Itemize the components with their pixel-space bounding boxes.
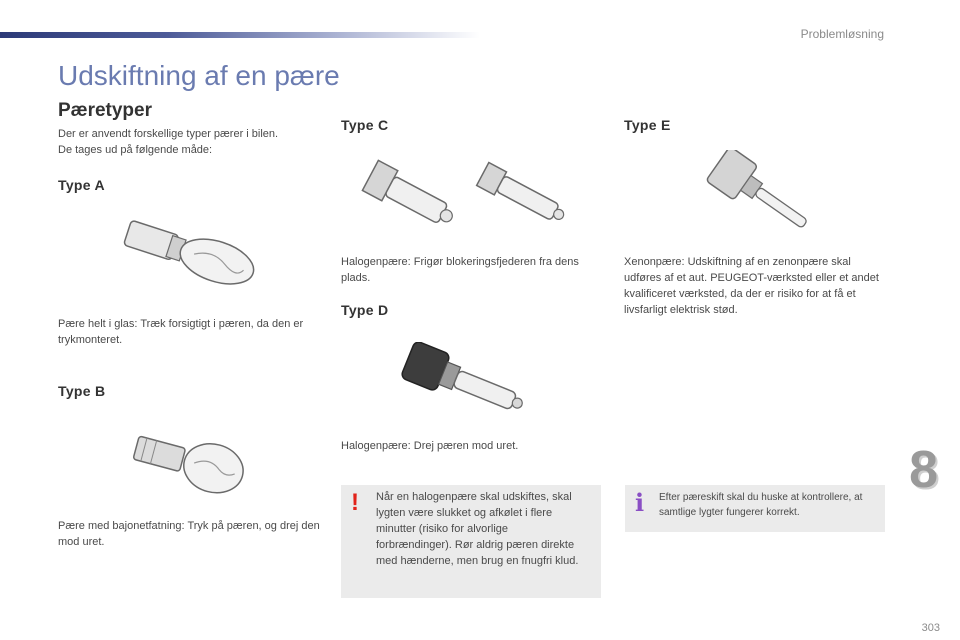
type-b-bulb-illustration [128, 428, 253, 498]
intro-text [58, 126, 323, 158]
warning-text: Når en halogenpære skal udskiftes, skal lygten være slukket og afkølet i flere minutter (risiko for alvorlige forbrændinger). Rør aldrig pæren direkte med hænderne, men brug en fnugfri klud. [376, 491, 579, 567]
type-a-bulb-illustration [115, 218, 265, 296]
type-b-description: Pære med bajonetfatning: Tryk på pæren, og drej den mod uret. [58, 520, 320, 548]
page-title: Udskiftning af en pære [58, 60, 340, 91]
exclamation-icon: ! [351, 489, 359, 516]
type-e-description: Xenonpære: Udskiftning af en zenonpære skal udføres af et aut. PEUGEOT-værksted eller et andet kvalificeret værksted, da der er risiko for at få et livsfarligt elektrisk stød. [624, 256, 879, 316]
info-note [625, 485, 885, 532]
intro-line-1: Der er anvendt forskellige typer pærer i bilen. [58, 128, 279, 140]
warning-note [341, 485, 601, 598]
page-number: 303 [921, 622, 940, 634]
info-icon: i [635, 488, 645, 517]
type-c-bulb-illustration [355, 152, 590, 244]
type-c-heading: Type C [341, 117, 389, 133]
type-d-heading: Type D [341, 302, 389, 318]
header-accent-bar [0, 32, 480, 38]
section-label: Problemløsning [800, 27, 884, 41]
type-c-description: Halogenpære: Frigør blokeringsfjederen fra dens plads. [341, 256, 579, 284]
type-e-bulb-illustration [698, 150, 828, 240]
type-d-bulb-illustration [395, 342, 545, 426]
type-d-description: Halogenpære: Drej pæren mod uret. [341, 440, 519, 452]
chapter-number: 8 [909, 441, 938, 499]
type-a-description: Pære helt i glas: Træk forsigtigt i pæren, da den er trykmonteret. [58, 318, 304, 346]
type-a-heading: Type A [58, 177, 105, 193]
type-b-heading: Type B [58, 383, 106, 399]
type-e-heading: Type E [624, 117, 671, 133]
intro-line-2: De tages ud på følgende måde: [58, 144, 213, 156]
info-text: Efter pæreskift skal du huske at kontrollere, at samtlige lygter fungerer korrekt. [659, 492, 863, 518]
section-heading: Pæretyper [58, 100, 152, 121]
